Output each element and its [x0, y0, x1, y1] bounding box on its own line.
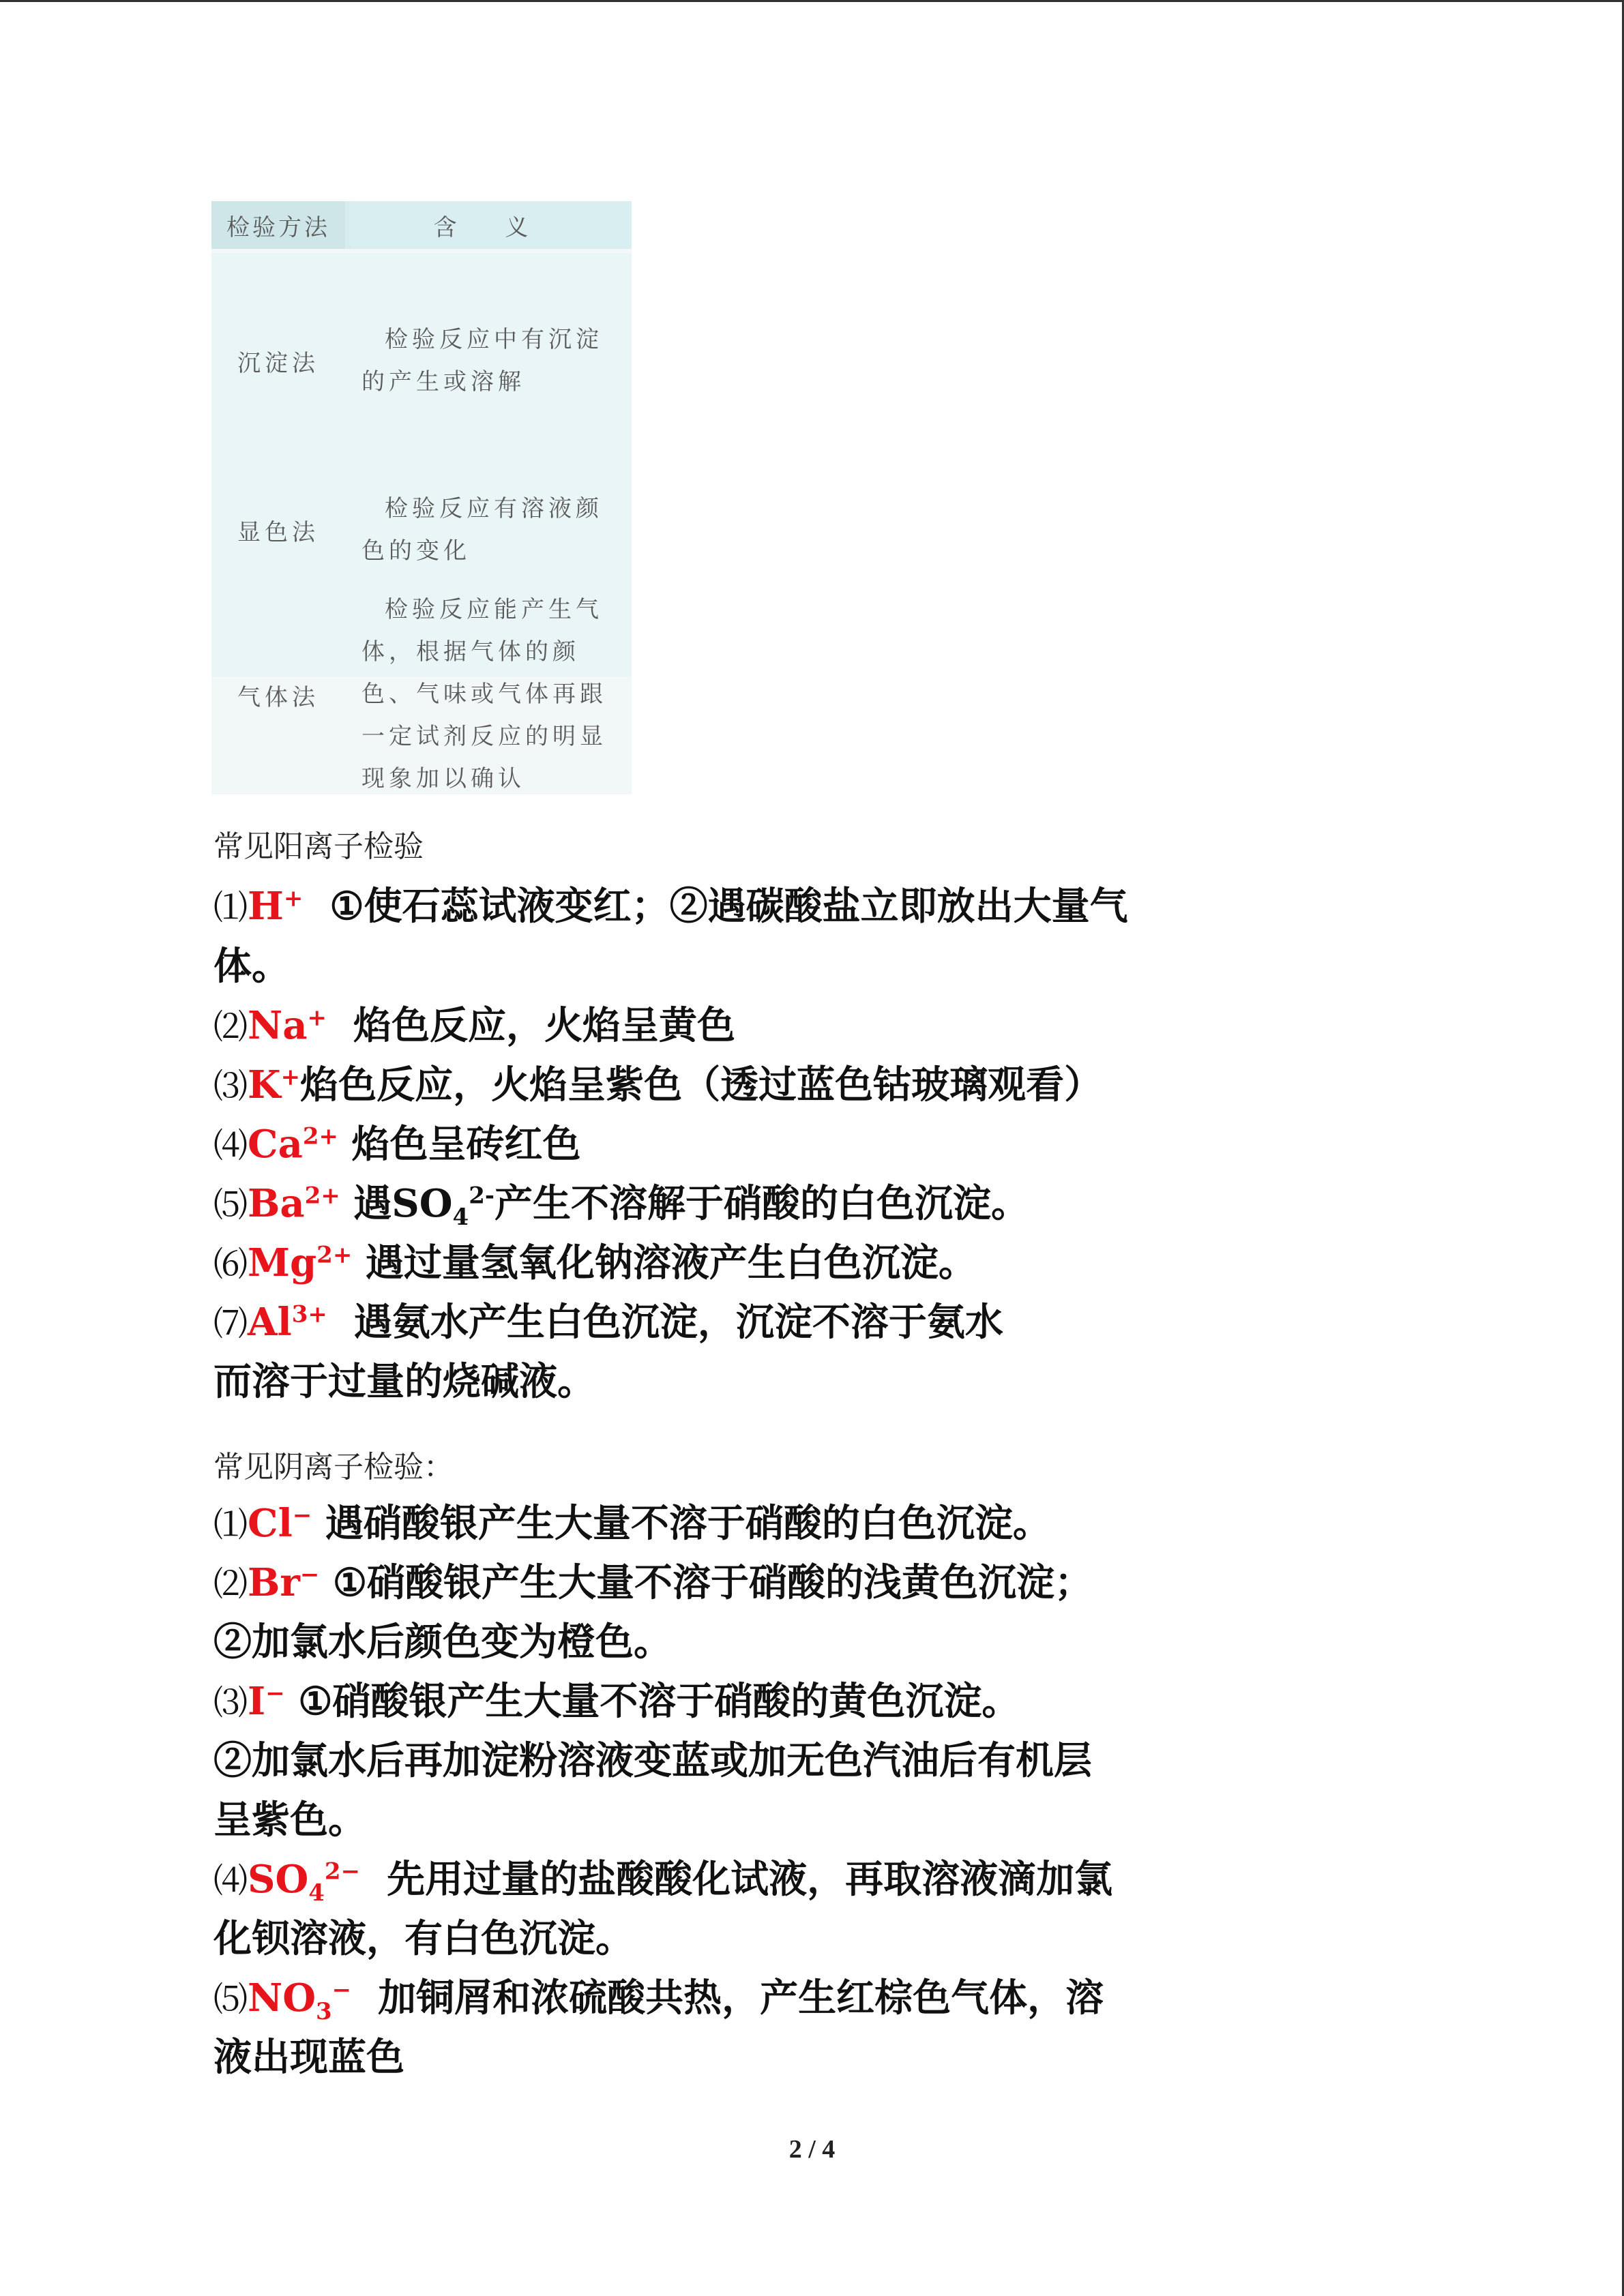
item-text: 遇氨水产生白色沉淀，沉淀不溶于氨水 — [353, 1300, 1003, 1345]
anion-item-cont: ②加氯水后颜色变为橙色。 — [213, 1620, 672, 1665]
method-precipitation: 沉淀法 — [237, 350, 319, 377]
cation-item: $⑺Al^{3+}$ 遇氨水产生白色沉淀，沉淀不溶于氨水 — [213, 1300, 1003, 1345]
cation-item-cont: 而溶于过量的烧碱液。 — [213, 1359, 595, 1404]
cation-item: ⑵Na+ 焰色反应，火焰呈黄色 — [213, 1003, 735, 1048]
ion-formula: K+ — [248, 1062, 301, 1107]
ion-formula: Br− — [248, 1560, 320, 1605]
ion-formula: $SO_4^{2-}$ — [248, 1857, 361, 1907]
item-text: 焰色呈砖红色 — [351, 1122, 581, 1167]
ion-formula: Cl− — [248, 1501, 312, 1546]
ion-formula: $Ba^{2+}$ — [248, 1181, 340, 1226]
cations-heading: 常见阳离子检验 — [213, 829, 424, 864]
item-text: ①硝酸银产生大量不溶于硝酸的黄色沉淀。 — [298, 1679, 1020, 1724]
anion-item-cont: 呈紫色。 — [213, 1798, 366, 1843]
meaning-precipitation: 检验反应中有沉淀的产生或溶解 — [361, 326, 603, 396]
anion-item-cont: 液出现蓝色 — [213, 2035, 404, 2080]
page-number: 2 / 4 — [788, 2135, 836, 2164]
anion-item: ⑵Br− ①硝酸银产生大量不溶于硝酸的浅黄色沉淀； — [213, 1560, 1093, 1605]
item-text: 焰色反应，火焰呈紫色（透过蓝色钴玻璃观看） — [300, 1062, 1103, 1107]
ion-formula: $Ca^{2+}$ — [248, 1122, 339, 1167]
cation-item: $⑹Mg^{2+}$ 遇过量氢氧化钠溶液产生白色沉淀。 — [213, 1240, 977, 1285]
anion-item: ⑶I− ①硝酸银产生大量不溶于硝酸的黄色沉淀。 — [213, 1679, 1020, 1724]
anion-item-cont: ②加氯水后再加淀粉溶液变蓝或加无色汽油后有机层 — [213, 1738, 1092, 1783]
cation-item — [213, 876, 1128, 931]
header-meaning: 含 义 — [351, 201, 632, 249]
ion-formula: H+ — [248, 884, 304, 929]
ion-formula: $NO_3^-$ — [248, 1976, 352, 2026]
meaning-color: 检验反应有溶液颜色的变化 — [361, 495, 603, 565]
anion-item: $⑸NO_3^-$ 加铜屑和浓硫酸共热，产生红棕色气体，溶 — [213, 1976, 1104, 2026]
item-text: 先用过量的盐酸酸化试液，再取溶液滴加氯 — [387, 1857, 1113, 1902]
item-text: 加铜屑和浓硫酸共热，产生红棕色气体，溶 — [378, 1976, 1104, 2021]
cation-item: $⑷Ca^{2+}$ 焰色呈砖红色 — [213, 1122, 581, 1167]
anion-item: ⑴Cl− 遇硝酸银产生大量不溶于硝酸的白色沉淀。 — [213, 1501, 1051, 1546]
anions-heading: 常见阴离子检验： — [213, 1450, 454, 1485]
anion-item-cont: 化钡溶液，有白色沉淀。 — [213, 1916, 634, 1961]
cation-item: $⑸Ba^{2+}$ 遇$SO_4^{2-}$产生不溶解于硝酸的白色沉淀。 — [213, 1181, 1029, 1232]
item-text: 焰色反应，火焰呈黄色 — [353, 1003, 735, 1048]
ion-formula: $Mg^{2+}$ — [248, 1240, 353, 1285]
item-text: ①硝酸银产生大量不溶于硝酸的浅黄色沉淀； — [332, 1560, 1093, 1605]
item-number: ⑴ — [213, 888, 248, 927]
method-color: 显色法 — [237, 519, 319, 546]
item-text: 遇硝酸银产生大量不溶于硝酸的白色沉淀。 — [325, 1501, 1051, 1546]
anion-item: $⑷SO_4^{2-}$ 先用过量的盐酸酸化试液，再取溶液滴加氯 — [213, 1857, 1113, 1907]
table-header — [211, 201, 632, 249]
method-gas: 气体法 — [237, 684, 319, 711]
ion-formula: I− — [248, 1679, 285, 1724]
item-text: 遇过量氢氧化钠溶液产生白色沉淀。 — [365, 1240, 977, 1285]
ion-formula: Na+ — [248, 1003, 327, 1048]
ion-formula: $Al^{3+}$ — [248, 1300, 327, 1345]
test-methods-table — [211, 201, 632, 794]
meaning-gas: 检验反应能产生气体，根据气体的颜色、气味或气体再跟一定试剂反应的明显现象加以确认 — [361, 596, 607, 792]
cation-item-cont: 体。 — [213, 944, 290, 989]
cation-item: ⑶K+焰色反应，火焰呈紫色（透过蓝色钴玻璃观看） — [213, 1062, 1103, 1107]
header-method: 检验方法 — [211, 201, 345, 249]
item-text: ①使石蕊试液变红；②遇碳酸盐立即放出大量气 — [329, 884, 1128, 929]
item-text: 遇$SO_4^{2-}$产生不溶解于硝酸的白色沉淀。 — [353, 1181, 1029, 1232]
